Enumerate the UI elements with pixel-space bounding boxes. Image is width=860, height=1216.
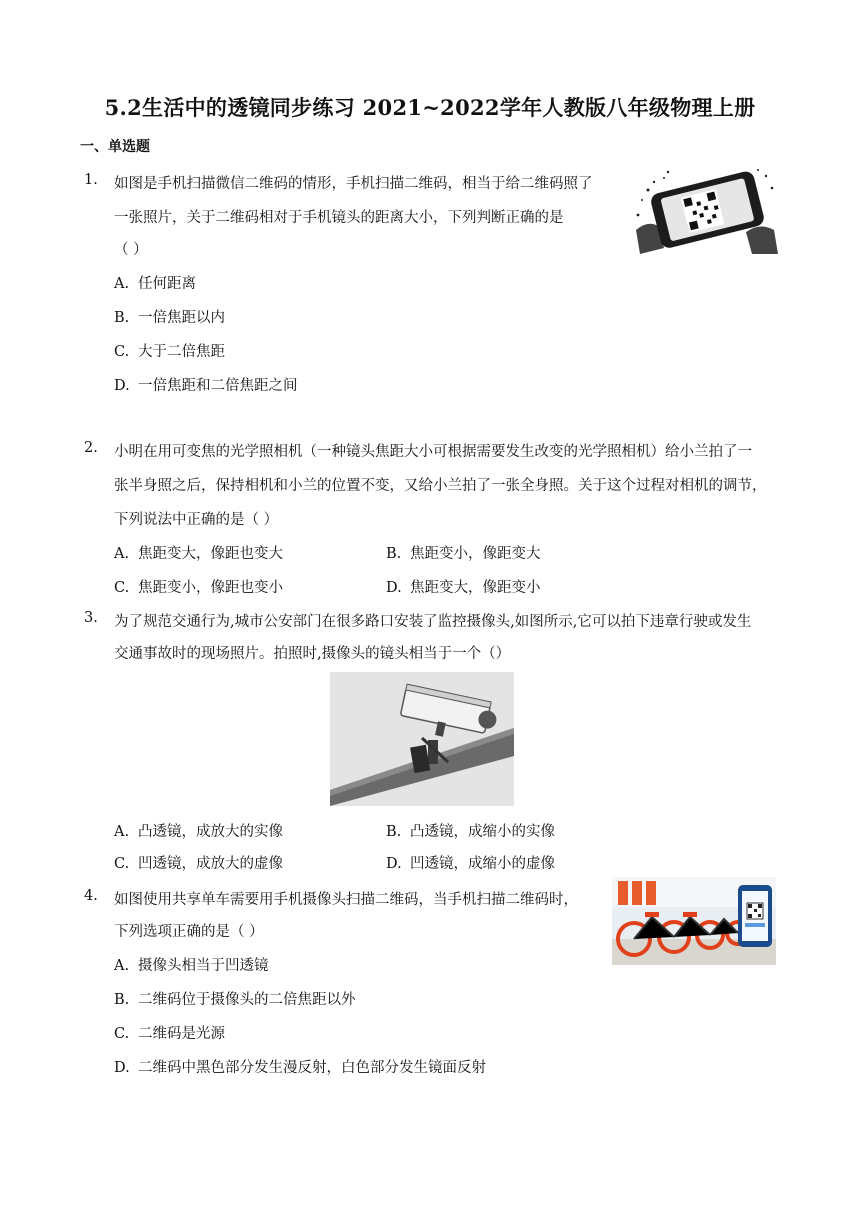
question-text-line: 如图是手机扫描微信二维码的情形，手机扫描二维码，相当于给二维码照了 — [114, 176, 593, 192]
option-b: B. 一倍焦距以内 — [114, 310, 225, 326]
camera-image — [330, 672, 514, 806]
question-text-line: 交通事故时的现场照片。拍照时,摄像头的镜头相当于一个（） — [114, 646, 511, 662]
shared-bikes-image — [612, 877, 776, 965]
option-d: D. 二维码中黑色部分发生漫反射，白色部分发生镜面反射 — [114, 1060, 486, 1076]
section-heading: 一、单选题 — [80, 139, 150, 155]
question-number: 4. — [84, 888, 98, 904]
question-text-line: 一张照片，关于二维码相对于手机镜头的距离大小，下列判断正确的是 — [114, 210, 564, 226]
page-title: 5.2生活中的透镜同步练习 2021~2022学年人教版八年级物理上册 — [104, 95, 756, 120]
option-b: B. 二维码位于摄像头的二倍焦距以外 — [114, 992, 356, 1008]
option-a: A. 焦距变大，像距也变大 — [114, 546, 283, 562]
option-d: D. 焦距变大，像距变小 — [386, 580, 541, 596]
option-d: D. 凹透镜，成缩小的虚像 — [386, 856, 555, 872]
option-c: C. 凹透镜，成放大的虚像 — [114, 856, 283, 872]
option-c: C. 二维码是光源 — [114, 1026, 225, 1042]
question-text-line: （ ） — [114, 242, 148, 258]
question-text-line: 下列说法中正确的是（ ） — [114, 512, 279, 528]
option-d: D. 一倍焦距和二倍焦距之间 — [114, 378, 298, 394]
question-text-line: 下列选项正确的是（ ） — [114, 924, 264, 940]
option-c: C. 大于二倍焦距 — [114, 344, 225, 360]
option-a: A. 凸透镜，成放大的实像 — [114, 824, 283, 840]
question-text-line: 如图使用共享单车需要用手机摄像头扫描二维码，当手机扫描二维码时， — [114, 892, 578, 908]
option-b: B. 焦距变小，像距变大 — [386, 546, 541, 562]
question-number: 1. — [84, 172, 98, 188]
phone-qr-image — [628, 160, 778, 254]
question-text-line: 为了规范交通行为,城市公安部门在很多路口安装了监控摄像头,如图所示,它可以拍下违章行驶或发生 — [114, 614, 752, 630]
question-text-line: 小明在用可变焦的光学照相机（一种镜头焦距大小可根据需要发生改变的光学照相机）给小兰拍了一 — [114, 444, 752, 460]
option-c: C. 焦距变小，像距也变小 — [114, 580, 283, 596]
question-number: 3. — [84, 610, 98, 626]
question-number: 2. — [84, 440, 98, 456]
option-a: A. 任何距离 — [114, 276, 196, 292]
question-text-line: 张半身照之后，保持相机和小兰的位置不变，又给小兰拍了一张全身照。关于这个过程对相机的调节， — [114, 478, 767, 494]
option-b: B. 凸透镜，成缩小的实像 — [386, 824, 555, 840]
option-a: A. 摄像头相当于凹透镜 — [114, 958, 269, 974]
